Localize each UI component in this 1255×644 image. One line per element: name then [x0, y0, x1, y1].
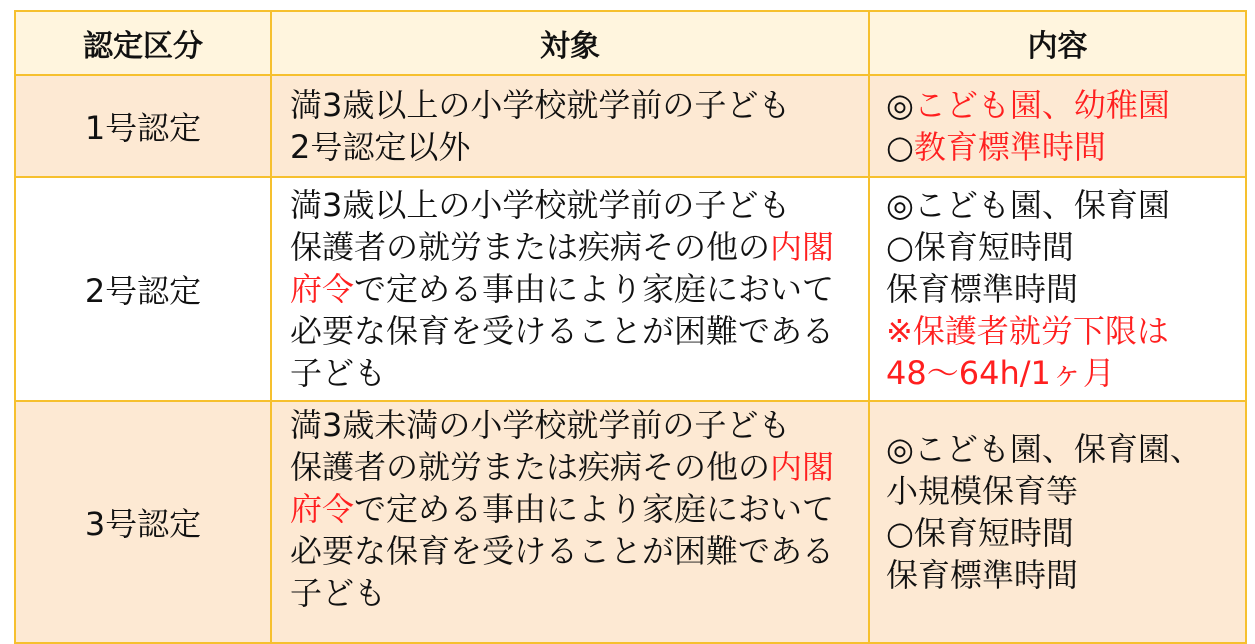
- table-row: [15, 75, 1246, 177]
- target-cell: [271, 75, 869, 177]
- text-line: [290, 126, 858, 168]
- highlighted-text: 教育標準時間: [913, 128, 1106, 166]
- text-line: [290, 488, 858, 530]
- highlighted-text: こども園、幼稚園: [913, 86, 1170, 124]
- text-segment: 保護者の就労または疾病その他の: [290, 228, 771, 266]
- text-segment: 必要な保育を受けることが困難である: [290, 532, 835, 570]
- text-line: [886, 470, 1239, 512]
- text-line: [886, 554, 1239, 596]
- table-row: [15, 401, 1246, 643]
- text-line: [290, 446, 858, 488]
- highlighted-text: 内閣: [770, 228, 835, 266]
- header-target: 対象: [271, 11, 869, 75]
- text-line: [886, 310, 1239, 352]
- content-cell: [869, 401, 1246, 643]
- category-cell: 2号認定: [15, 177, 271, 401]
- text-segment: ◎: [886, 86, 914, 124]
- text-segment: 満3歳以上の小学校就学前の子ども: [290, 186, 791, 224]
- highlighted-text: 府令: [290, 270, 355, 308]
- text-segment: ○: [886, 128, 914, 166]
- text-line: [290, 184, 858, 226]
- text-line: [290, 352, 858, 394]
- header-row: [15, 11, 1246, 75]
- text-segment: ◎こども園、保育園、: [886, 430, 1202, 468]
- text-segment: 保育標準時間: [886, 556, 1079, 594]
- text-segment: 子ども: [290, 574, 387, 612]
- text-segment: ○保育短時間: [886, 514, 1074, 552]
- content-cell: [869, 177, 1246, 401]
- category-cell: 3号認定: [15, 401, 271, 643]
- text-line: [290, 268, 858, 310]
- highlighted-text: 内閣: [770, 448, 835, 486]
- highlighted-text: ※保護者就労下限は: [886, 312, 1169, 350]
- text-line: [886, 268, 1239, 310]
- highlighted-text: 48～64h/1ヶ月: [886, 354, 1115, 392]
- text-segment: 保育標準時間: [886, 270, 1079, 308]
- certification-table: [14, 10, 1247, 644]
- text-line: [290, 226, 858, 268]
- text-segment: 満3歳以上の小学校就学前の子ども: [290, 86, 791, 124]
- text-segment: で定める事由により家庭において: [354, 270, 835, 308]
- text-line: [886, 226, 1239, 268]
- text-segment: で定める事由により家庭において: [354, 490, 835, 528]
- text-line: [886, 352, 1239, 394]
- table-row: [15, 177, 1246, 401]
- text-segment: 必要な保育を受けることが困難である: [290, 312, 835, 350]
- target-cell: [271, 401, 869, 643]
- text-segment: ○保育短時間: [886, 228, 1074, 266]
- text-line: [290, 404, 858, 446]
- text-segment: 2号認定以外: [290, 128, 471, 166]
- text-line: [290, 310, 858, 352]
- text-segment: 満3歳未満の小学校就学前の子ども: [290, 406, 791, 444]
- highlighted-text: 府令: [290, 490, 355, 528]
- header-content: 内容: [869, 11, 1246, 75]
- text-segment: ◎こども園、保育園: [886, 186, 1170, 224]
- text-line: [886, 84, 1239, 126]
- target-cell: [271, 177, 869, 401]
- category-cell: 1号認定: [15, 75, 271, 177]
- text-segment: 保護者の就労または疾病その他の: [290, 448, 771, 486]
- text-segment: 小規模保育等: [886, 472, 1079, 510]
- text-line: [290, 530, 858, 572]
- content-cell: [869, 75, 1246, 177]
- header-category: 認定区分: [15, 11, 271, 75]
- text-segment: 子ども: [290, 354, 387, 392]
- text-line: [886, 512, 1239, 554]
- text-line: [886, 126, 1239, 168]
- text-line: [290, 572, 858, 614]
- text-line: [886, 428, 1239, 470]
- text-line: [886, 184, 1239, 226]
- text-line: [290, 84, 858, 126]
